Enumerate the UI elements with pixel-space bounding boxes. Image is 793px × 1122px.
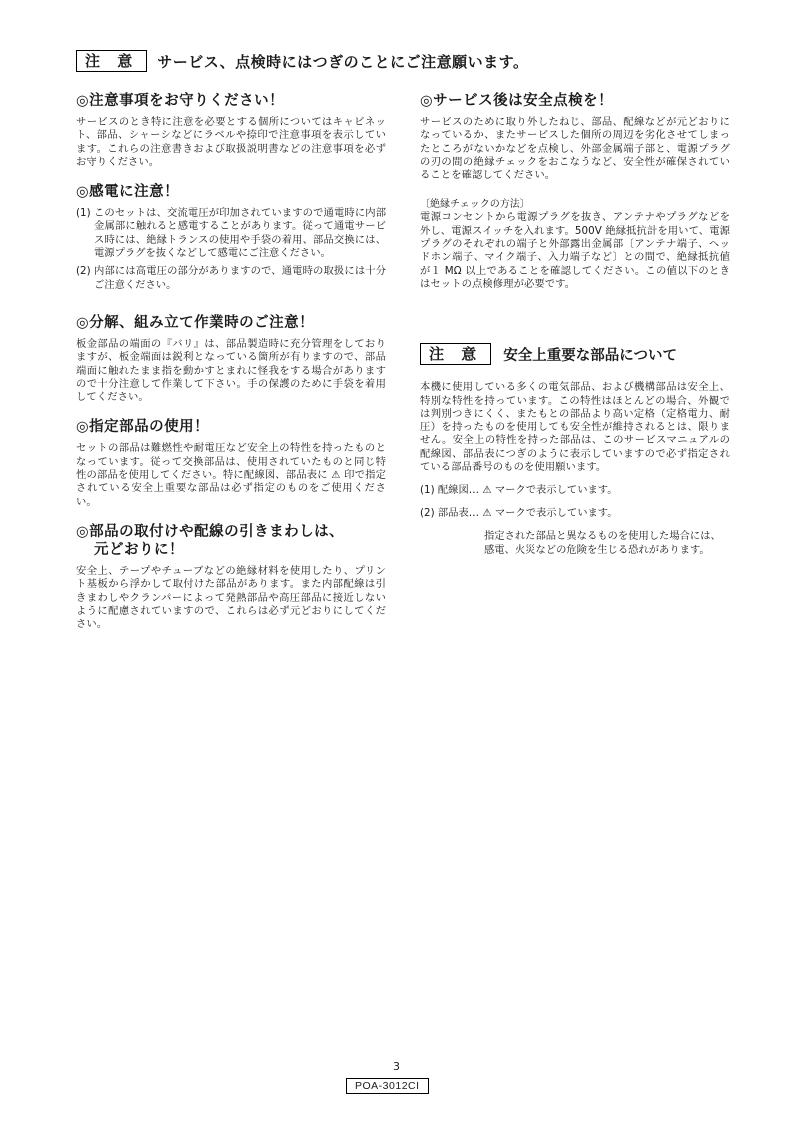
left-column bbox=[76, 92, 386, 645]
item-text: このセットは、交流電圧が印加されていますので通電時に内部金属部に触れると感電することがあります。従って通電サービス時には、絶縁トランスの使用や手袋の着用、部品交換には、電源プラグを抜くなどして感電にご注意ください。 bbox=[94, 207, 386, 260]
page-number: 3 bbox=[393, 1060, 400, 1073]
notice-safety-parts-header bbox=[420, 343, 730, 365]
section-heading: ◎分解、組み立て作業時のご注意！ bbox=[76, 314, 315, 331]
section-specified-parts bbox=[76, 418, 386, 508]
heading-line: 元どおりに！ bbox=[94, 541, 184, 558]
heading-line: ◎部品の取付けや配線の引きまわしは、 bbox=[76, 523, 345, 540]
list-item bbox=[76, 207, 386, 260]
section-safety-check bbox=[420, 92, 730, 291]
notice-label: 注 意 bbox=[76, 50, 147, 72]
list-item bbox=[76, 265, 386, 292]
reference-wiring-diagram: (1) 配線図… ⚠ マークで表示しています。 bbox=[420, 484, 618, 497]
section-heading: ◎注意事項をお守りください！ bbox=[76, 93, 285, 109]
right-column bbox=[420, 92, 730, 557]
item-number: (1) bbox=[76, 207, 91, 220]
insulation-check-body: 電源コンセントから電源プラグを抜き、アンテナやプラグなどを外し、電源スイッチを入れます。500V 絶縁抵抗計を用いて、電源プラグのそれぞれの端子と外部露出金属部〔アンテナ端子、ヘッドホン端子、マイク端子、入力端子など〕との間で、絶縁抵抗値が１ MΩ 以上であることを確認してください。この値以下のときはセットの点検修理が必要です。 bbox=[420, 211, 730, 290]
notice-label: 注 意 bbox=[420, 343, 491, 365]
section-body: セットの部品は難燃性や耐電圧など安全上の特性を持ったものとなっています。従って交換部品は、使用されていたものと同じ特性の部品を使用してください。特に配線図、部品表に ⚠ 印で指定されている安全上重要な部品は必ず指定のものをご使用ください。 bbox=[76, 442, 386, 508]
item-number: (2) bbox=[76, 265, 91, 278]
page-header bbox=[76, 50, 529, 72]
section-heading bbox=[76, 523, 386, 559]
section-heading: ◎指定部品の使用！ bbox=[76, 419, 210, 436]
section-heading: ◎感電に注意！ bbox=[76, 184, 180, 201]
item-text: 内部には高電圧の部分がありますので、通電時の取扱には十分ご注意ください。 bbox=[94, 265, 386, 291]
section-observe-cautions bbox=[76, 92, 386, 169]
insulation-check-title: 〔絶縁チェックの方法〕 bbox=[420, 199, 530, 211]
reference-parts-list: (2) 部品表… ⚠ マークで表示しています。 bbox=[420, 507, 618, 520]
section-heading: ◎サービス後は安全点検を！ bbox=[420, 93, 614, 109]
section-electric-shock bbox=[76, 183, 386, 292]
section-disassembly bbox=[76, 314, 386, 404]
section-restore-wiring bbox=[76, 523, 386, 631]
model-number: POA-3012CI bbox=[346, 1078, 429, 1094]
section-body: 板金部品の端面の『バリ』は、部品製造時に充分管理をしておりますが、板金端面は鋭利となっている箇所が有りますので、部品端面に触れたまま指を動かすとまれに怪我をする場合がありますので十分注意して作業して下さい。手の保護のために手袋を着用してください。 bbox=[76, 337, 386, 404]
item-list bbox=[76, 207, 386, 292]
page-title: サービス、点検時にはつぎのことにご注意願います。 bbox=[157, 52, 529, 71]
notice-body: 本機に使用している多くの電気部品、および機構部品は安全上、特別な特性を持っています。この特性はほとんどの場合、外観では判別つきにくく、またもとの部品より高い定格（定格電力、耐圧）を持ったものを使用しても安全性が維持されるとは、限りません。安全上の特性を持った部品は、このサービスマニュアルの配線図、部品表につぎのように表示していますので必ず指定されている部品番号のものを使用願います。 bbox=[420, 381, 730, 474]
notice-title: 安全上重要な部品について bbox=[503, 347, 677, 364]
warning-text: 指定された部品と異なるものを使用した場合には、感電、火災などの危険を生じる恐れがあります。 bbox=[484, 530, 721, 556]
section-body: 安全上、テープやチューブなどの絶縁材料を使用したり、プリント基板から浮かして取付けた部品があります。また内部配線は引きまわしやクランパーによって発熱部品や高圧部品に接近しないように配慮されていますので、これらは必ず元どおりにしてください。 bbox=[76, 564, 386, 631]
section-body: サービスのとき特に注意を必要とする個所についてはキャビネット、部品、シャーシなどにラベルや捺印で注意事項を表示しています。これらの注意書きおよび取扱説明書などの注意事項を必ずお守りください。 bbox=[76, 116, 386, 168]
section-body: サービスのために取り外したねじ、部品、配線などが元どおりになっているか、またサービスした個所の周辺を劣化させてしまったところがないかなどを点検し、外部金属端子部と、電源プラグの刃の間の絶縁チェックをおこなうなど、安全性が確保されていることを確認してください。 bbox=[420, 116, 730, 182]
